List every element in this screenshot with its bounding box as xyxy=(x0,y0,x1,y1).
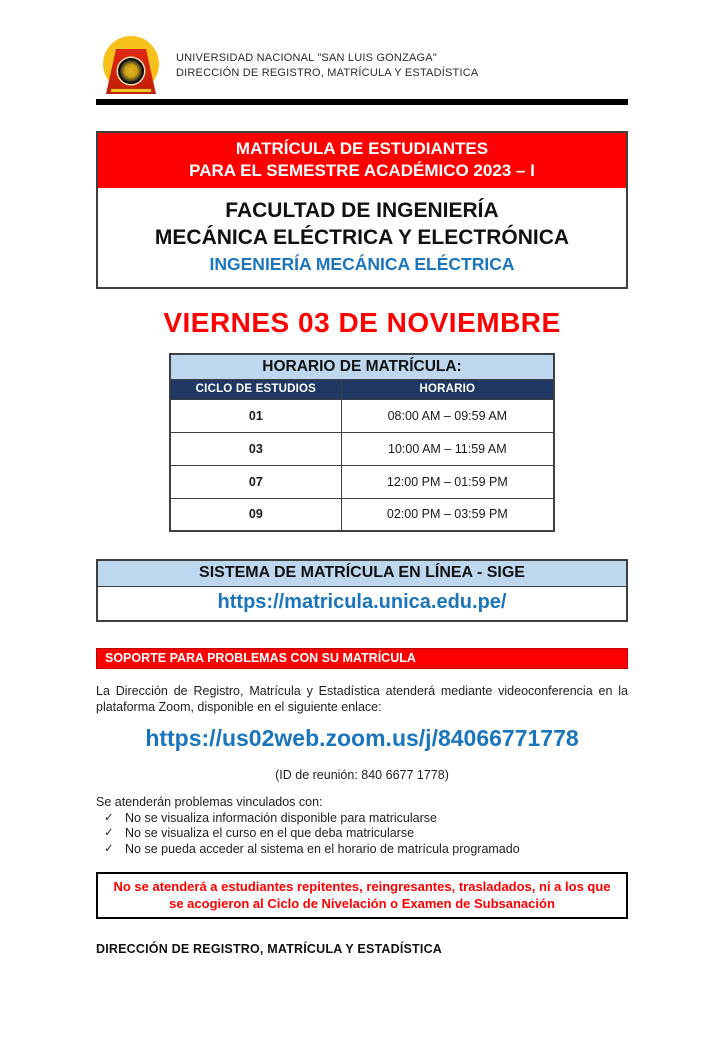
matricula-banner xyxy=(98,133,626,188)
horario-cell: 12:00 PM – 01:59 PM xyxy=(341,465,554,498)
logo-emblem-shape xyxy=(118,58,144,84)
issue-text: No se visualiza información disponible para matricularse xyxy=(125,810,437,825)
sige-title: SISTEMA DE MATRÍCULA EN LÍNEA - SIGE xyxy=(98,561,626,587)
university-name: UNIVERSIDAD NACIONAL "SAN LUIS GONZAGA" xyxy=(176,52,437,64)
date-title: VIERNES 03 DE NOVIEMBRE xyxy=(163,307,561,338)
check-icon: ✓ xyxy=(104,827,114,839)
table-row xyxy=(170,399,554,432)
ciclo-cell: 03 xyxy=(170,432,341,465)
issue-text: No se pueda acceder al sistema en el horario de matrícula programado xyxy=(125,841,520,856)
faculty-line-2: MECÁNICA ELÉCTRICA Y ELECTRÓNICA xyxy=(154,226,570,249)
horario-cell: 08:00 AM – 09:59 AM xyxy=(341,399,554,432)
support-paragraph: La Dirección de Registro, Matrícula y Estadística atenderá mediante videoconferencia en la plataforma Zoom, disponible en el siguiente enlace: xyxy=(96,684,628,714)
letterhead-text xyxy=(176,36,478,81)
ciclo-cell: 09 xyxy=(170,498,341,531)
meeting-id: (ID de reunión: 840 6677 1778) xyxy=(275,768,449,782)
university-logo-icon xyxy=(96,36,166,98)
zoom-url-link[interactable]: https://us02web.zoom.us/j/84066771778 xyxy=(145,725,579,751)
header-divider xyxy=(96,99,628,105)
check-icon: ✓ xyxy=(104,811,114,824)
faculty-block xyxy=(98,188,626,287)
sige-box xyxy=(96,559,628,622)
sige-url-link[interactable]: https://matricula.unica.edu.pe/ xyxy=(217,591,507,613)
ciclo-cell: 07 xyxy=(170,465,341,498)
ciclo-cell: 01 xyxy=(170,399,341,432)
table-row xyxy=(170,465,554,498)
schedule-table-title: HORARIO DE MATRÍCULA: xyxy=(170,354,554,379)
document-page xyxy=(96,36,628,956)
issues-intro: Se atenderán problemas vinculados con: xyxy=(96,795,323,809)
department-name: DIRECCIÓN DE REGISTRO, MATRÍCULA Y ESTADÍSTICA xyxy=(176,67,479,79)
list-item xyxy=(96,826,628,842)
support-banner: SOPORTE PARA PROBLEMAS CON SU MATRÍCULA xyxy=(96,648,628,669)
letterhead xyxy=(96,36,628,98)
horario-cell: 02:00 PM – 03:59 PM xyxy=(341,498,554,531)
footer-signature: DIRECCIÓN DE REGISTRO, MATRÍCULA Y ESTADÍSTICA xyxy=(96,942,443,956)
issue-text: No se visualiza el curso en el que deba matricularse xyxy=(125,826,415,840)
main-title-box xyxy=(96,131,628,289)
horario-cell: 10:00 AM – 11:59 AM xyxy=(341,432,554,465)
banner-line-1: MATRÍCULA DE ESTUDIANTES xyxy=(235,139,489,158)
warning-box: No se atenderá a estudiantes repitentes, reingresantes, trasladados, ni a los que se acogieron al Ciclo de Nivelación o Examen de Subsanación xyxy=(96,872,628,919)
banner-line-2: PARA EL SEMESTRE ACADÉMICO 2023 – I xyxy=(189,161,535,180)
program-name: INGENIERÍA MECÁNICA ELÉCTRICA xyxy=(209,254,515,274)
sige-link-row xyxy=(98,587,626,620)
table-row xyxy=(170,498,554,531)
column-header-ciclo: CICLO DE ESTUDIOS xyxy=(170,379,341,399)
logo-banner-shape xyxy=(110,88,152,93)
column-header-horario: HORARIO xyxy=(341,379,554,399)
table-row xyxy=(170,432,554,465)
faculty-line-1: FACULTAD DE INGENIERÍA xyxy=(225,199,499,222)
schedule-table xyxy=(169,353,555,532)
zoom-link-row xyxy=(96,725,628,752)
check-icon: ✓ xyxy=(104,842,114,855)
list-item xyxy=(96,842,628,858)
list-item xyxy=(96,811,628,827)
